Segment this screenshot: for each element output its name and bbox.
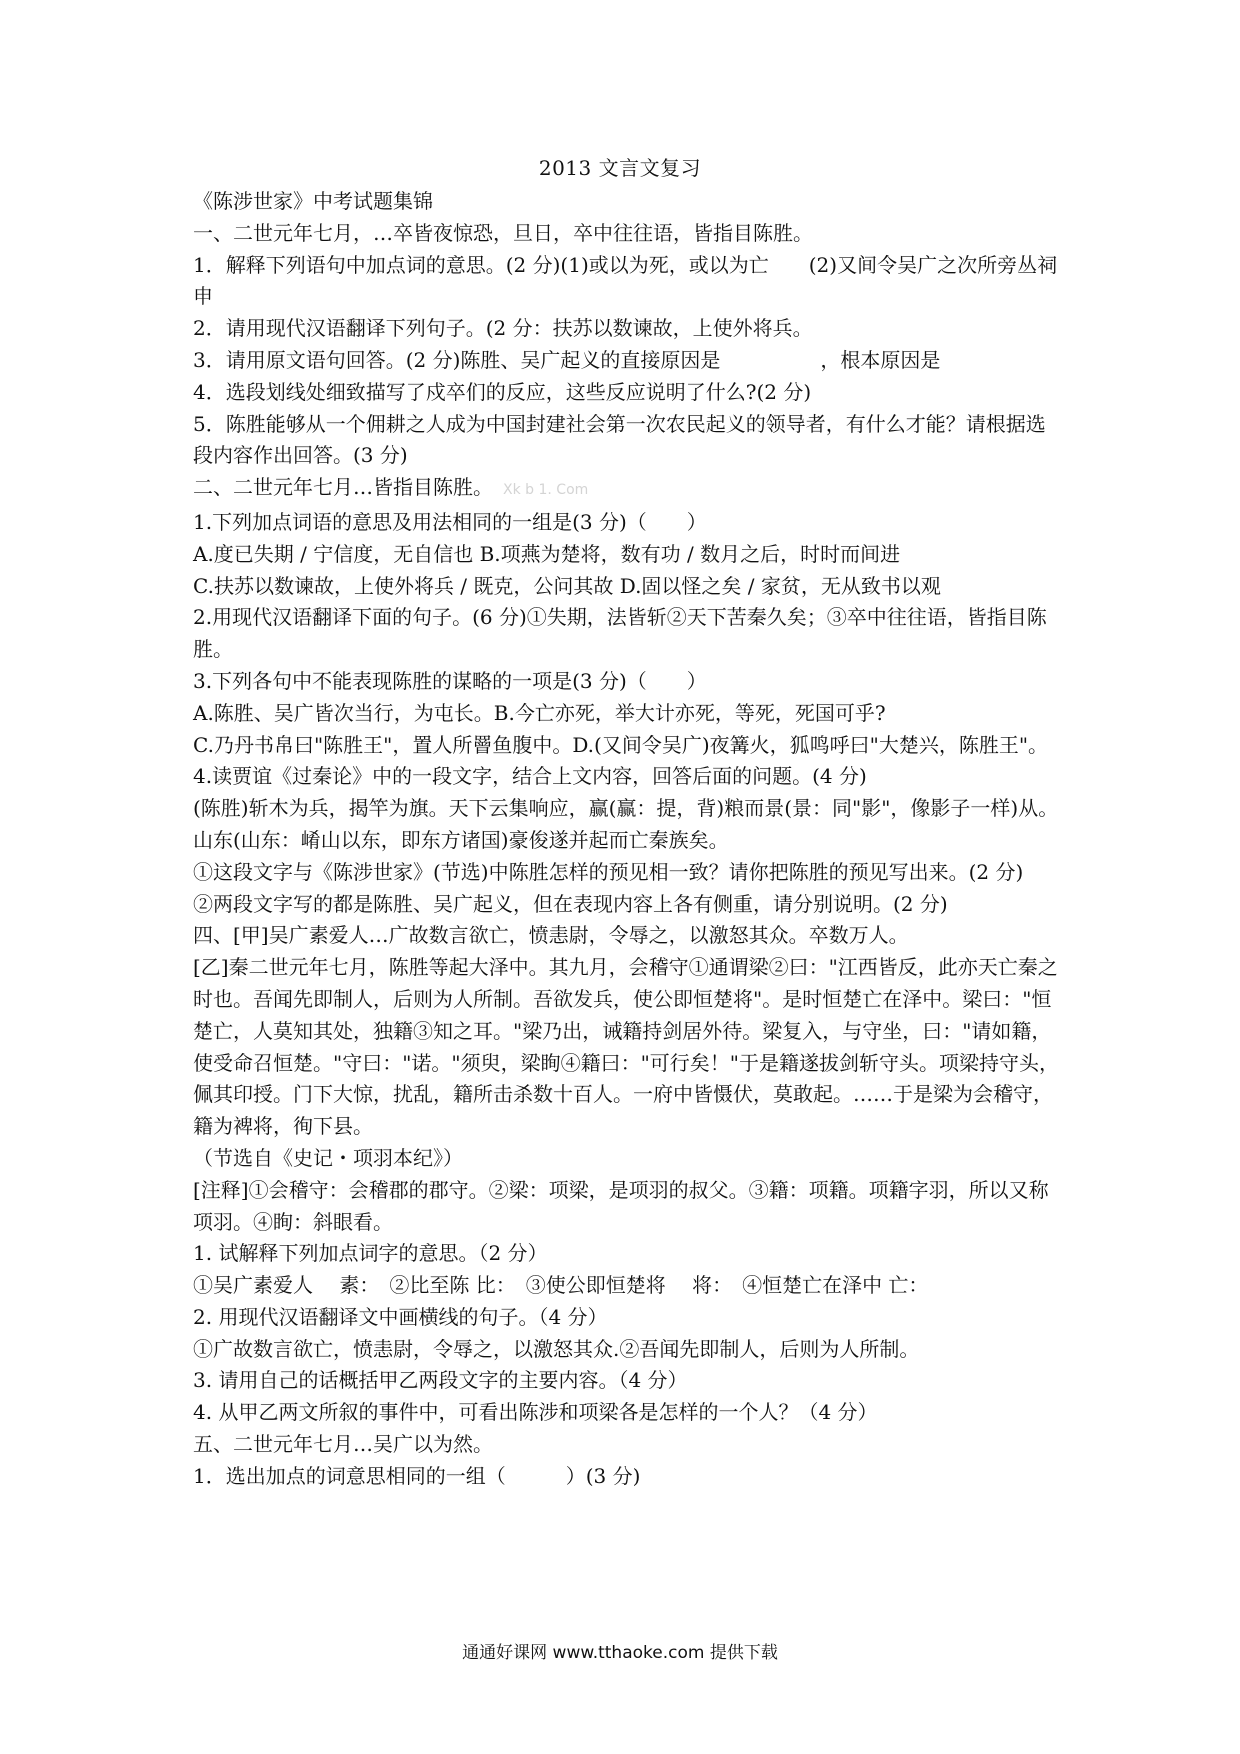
page-footer: 通通好课网 www.tthaoke.com 提供下载: [462, 1643, 778, 1663]
text-line: 1．选出加点的词意思相同的一组（ ）(3 分): [193, 1463, 641, 1488]
text-line: 5．陈胜能够从一个佣耕之人成为中国封建社会第一次农民起义的领导者，有什么才能？请根据选段内容作出回答。(3 分): [193, 411, 1046, 468]
text-line: 2.用现代汉语翻译下面的句子。(6 分)①失期，法皆斩②天下苦秦久矣；③卒中往往语，皆指目陈胜。: [193, 605, 1047, 662]
text-line: ①吴广素爱人 素： ②比至陈 比： ③使公即恒楚将 将： ④恒楚亡在泽中 亡：: [193, 1273, 929, 1298]
text-line: ②两段文字写的都是陈胜、吴广起义，但在表现内容上各有侧重，请分别说明。(2 分): [193, 891, 948, 916]
text-line: 1. 试解释下列加点词字的意思。（2 分）: [193, 1241, 548, 1266]
text-line: A.陈胜、吴广皆次当行，为屯长。B.今亡亦死，举大计亦死，等死，死国可乎?: [193, 700, 886, 725]
text-line: 4.读贾谊《过秦论》中的一段文字，结合上文内容，回答后面的问题。(4 分): [193, 764, 867, 789]
text-line: ①广故数言欲亡，愤恚尉，令辱之，以激怒其众.②吾闻先即制人，后则为人所制。: [193, 1336, 920, 1361]
text-line: 1.下列加点词语的意思及用法相同的一组是(3 分)（ ）: [193, 509, 707, 534]
section-heading: 五、二世元年七月…吴广以为然。: [193, 1432, 493, 1457]
text-line: 3．请用原文语句回答。(2 分)陈胜、吴广起义的直接原因是 ，根本原因是: [193, 347, 941, 372]
text-line: (陈胜)斩木为兵，揭竿为旗。天下云集响应，赢(赢：提，背)粮而景(景：同"影"，像影子一样)从。山东(山东：崤山以东，即东方诸国)豪俊遂并起而亡秦族矣。: [193, 796, 1059, 852]
text-line: [乙]秦二世元年七月，陈胜等起大泽中。其九月，会稽守①通谓梁②曰："江西皆反，此亦天亡秦之时也。吾闻先即制人，后则为人所制。吾欲发兵，使公即恒楚将"。是时恒楚亡在泽中。梁曰："恒楚亡，人莫知其处，独籍③知之耳。"梁乃出，诫籍持剑居外待。梁复入，与守坐，曰："请如籍，使受命召恒楚。"守曰："诺。"须臾，梁眴④籍曰："可行矣！"于是籍遂拔剑斩守头。项梁持守头，佩其印授。门下大惊，扰乱，籍所击杀数十百人。一府中皆慑伏，莫敢起。……于是梁为会稽守，籍为裨将，徇下县。: [193, 955, 1059, 1139]
text-line: [193, 472, 1063, 507]
text-line: 2．请用现代汉语翻译下列句子。(2 分：扶苏以数谏故，上使外将兵。: [193, 316, 813, 341]
section-heading: 二、二世元年七月…皆指目陈胜。: [193, 475, 493, 500]
text-line: C.乃丹书帛曰"陈胜王"，置人所罾鱼腹中。D.(又间令吴广)夜篝火，狐鸣呼曰"大楚兴，陈胜王"。: [193, 732, 1049, 757]
text-line: C.扶苏以数谏故，上使外将兵 / 既克，公问其故 D.固以怪之矣 / 家贫，无从致书以观: [193, 573, 941, 598]
text-line: A.度已失期 / 宁信度，无自信也 B.项燕为楚将，数有功 / 数月之后，时时而间进: [193, 541, 901, 566]
page-title: 2013 文言文复习: [538, 156, 702, 180]
text-line: ①这段文字与《陈涉世家》(节选)中陈胜怎样的预见相一致？请你把陈胜的预见写出来。(2 分): [193, 859, 1024, 884]
section-heading: 四、[甲]吴广素爱人…广故数言欲亡，愤恚尉，令辱之，以激怒其众。卒数万人。: [193, 923, 909, 948]
document-body: [193, 186, 1063, 1493]
text-line: 4. 从甲乙两文所叙的事件中，可看出陈涉和项梁各是怎样的一个人？（4 分）: [193, 1400, 878, 1425]
text-line: 1．解释下列语句中加点词的意思。(2 分)(1)或以为死，或以为亡 (2)又间令吴广之次所旁丛祠申: [193, 252, 1058, 309]
text-line: 3.下列各句中不能表现陈胜的谋略的一项是(3 分)（ ）: [193, 668, 707, 693]
text-line: 3. 请用自己的话概括甲乙两段文字的主要内容。（4 分）: [193, 1368, 688, 1393]
section-heading: 《陈涉世家》中考试题集锦: [193, 189, 433, 213]
text-line: 4．选段划线处细致描写了戍卒们的反应，这些反应说明了什么?(2 分): [193, 379, 812, 404]
text-line: [注释]①会稽守：会稽郡的郡守。②梁：项梁，是项羽的叔父。③籍：项籍。项籍字羽，所以又称项羽。④眴：斜眼看。: [193, 1177, 1049, 1234]
text-line: 一、二世元年七月，…卒皆夜惊恐，旦日，卒中往往语，皆指目陈胜。: [193, 220, 813, 245]
text-line: （节选自《史记・项羽本纪》）: [193, 1145, 463, 1170]
text-line: 2. 用现代汉语翻译文中画横线的句子。（4 分）: [193, 1304, 608, 1329]
watermark-text: Xk b 1. Com: [503, 482, 589, 499]
